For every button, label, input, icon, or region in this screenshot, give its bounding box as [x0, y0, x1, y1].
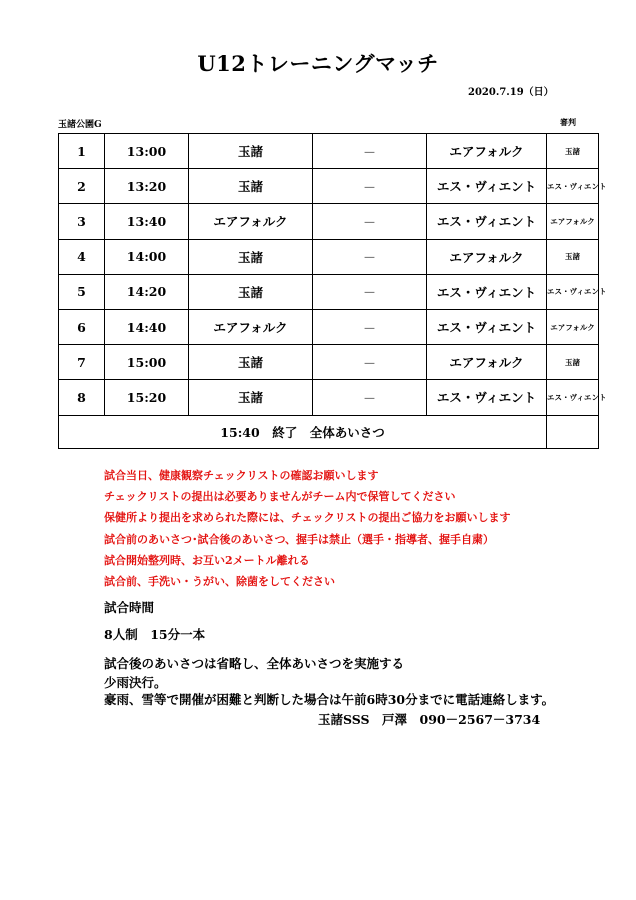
match-date: 2020.7.19（日） [468, 87, 554, 98]
home-team: 玉諸 [189, 134, 313, 169]
match-time-heading: 試合時間 [104, 600, 155, 615]
table-row [59, 274, 599, 309]
rain-note: 少雨決行。 [104, 675, 167, 690]
away-team: エス・ヴィエント [427, 309, 547, 344]
kickoff-time: 14:40 [105, 309, 189, 344]
versus-separator: － [313, 204, 427, 239]
home-team: 玉諸 [189, 274, 313, 309]
referee-team: 玉諸 [547, 239, 599, 274]
referee-header: 審判 [560, 117, 576, 127]
schedule-table [58, 133, 607, 449]
match-number: 8 [59, 380, 105, 415]
match-number: 4 [59, 239, 105, 274]
closing-referee-cell [547, 415, 599, 449]
kickoff-time: 13:40 [105, 204, 189, 239]
kickoff-time: 13:00 [105, 134, 189, 169]
match-number: 2 [59, 169, 105, 204]
kickoff-time: 15:00 [105, 345, 189, 380]
referee-team: エス・ヴィエント [547, 274, 599, 309]
table-row [59, 134, 599, 169]
away-team: エス・ヴィエント [427, 380, 547, 415]
home-team: エアフォルク [189, 204, 313, 239]
home-team: 玉諸 [189, 239, 313, 274]
home-team: 玉諸 [189, 169, 313, 204]
match-format: 8人制 15分一本 [104, 627, 206, 642]
match-number: 3 [59, 204, 105, 239]
versus-separator: － [313, 345, 427, 380]
referee-team: 玉諸 [547, 134, 599, 169]
referee-team: エス・ヴィエント [547, 169, 599, 204]
away-team: エス・ヴィエント [427, 169, 547, 204]
note-item: 試合開始整列時、お互い2メートル離れる [104, 553, 310, 567]
note-item: チェックリストの提出は必要ありませんがチーム内で保管してください [104, 490, 456, 504]
table-row [59, 309, 599, 344]
rain-cancel-note: 豪雨、雪等で開催が困難と判断した場合は午前6時30分までに電話連絡します。 [104, 692, 555, 707]
away-team: エアフォルク [427, 345, 547, 380]
table-row [59, 169, 599, 204]
note-item: 試合前のあいさつ･試合後のあいさつ、握手は禁止（選手・指導者、握手自粛） [104, 532, 495, 546]
versus-separator: － [313, 169, 427, 204]
match-number: 5 [59, 274, 105, 309]
home-team: 玉諸 [189, 380, 313, 415]
away-team: エス・ヴィエント [427, 204, 547, 239]
note-item: 試合当日、健康観察チェックリストの確認お願いします [104, 469, 379, 482]
away-team: エアフォルク [427, 134, 547, 169]
venue-label: 玉諸公園G [58, 120, 102, 130]
contact-info: 玉諸SSS 戸澤 090－2567－3734 [318, 712, 541, 727]
table-row [59, 345, 599, 380]
away-team: エアフォルク [427, 239, 547, 274]
versus-separator: － [313, 239, 427, 274]
match-number: 1 [59, 134, 105, 169]
home-team: 玉諸 [189, 345, 313, 380]
table-row [59, 239, 599, 274]
match-number: 7 [59, 345, 105, 380]
versus-separator: － [313, 309, 427, 344]
note-item: 保健所より提出を求められた際には、チェックリストの提出ご協力をお願いします [104, 511, 511, 525]
table-row [59, 204, 599, 239]
versus-separator: － [313, 380, 427, 415]
referee-team: エアフォルク [547, 309, 599, 344]
kickoff-time: 14:00 [105, 239, 189, 274]
note-item: 試合前、手洗い・うがい、除菌をしてください [104, 575, 335, 589]
kickoff-time: 13:20 [105, 169, 189, 204]
kickoff-time: 15:20 [105, 380, 189, 415]
page-title: U12トレーニングマッチ [197, 51, 439, 76]
greeting-note: 試合後のあいさつは省略し、全体あいさつを実施する [104, 656, 405, 671]
versus-separator: － [313, 134, 427, 169]
referee-team: 玉諸 [547, 345, 599, 380]
kickoff-time: 14:20 [105, 274, 189, 309]
table-row [59, 380, 599, 415]
referee-team: エス・ヴィエント [547, 380, 599, 415]
closing-text: 15:40 終了 全体あいさつ [59, 415, 547, 449]
away-team: エス・ヴィエント [427, 274, 547, 309]
referee-team: エアフォルク [547, 204, 599, 239]
home-team: エアフォルク [189, 309, 313, 344]
match-number: 6 [59, 309, 105, 344]
closing-row [59, 415, 599, 449]
notes-list [104, 465, 510, 592]
versus-separator: － [313, 274, 427, 309]
